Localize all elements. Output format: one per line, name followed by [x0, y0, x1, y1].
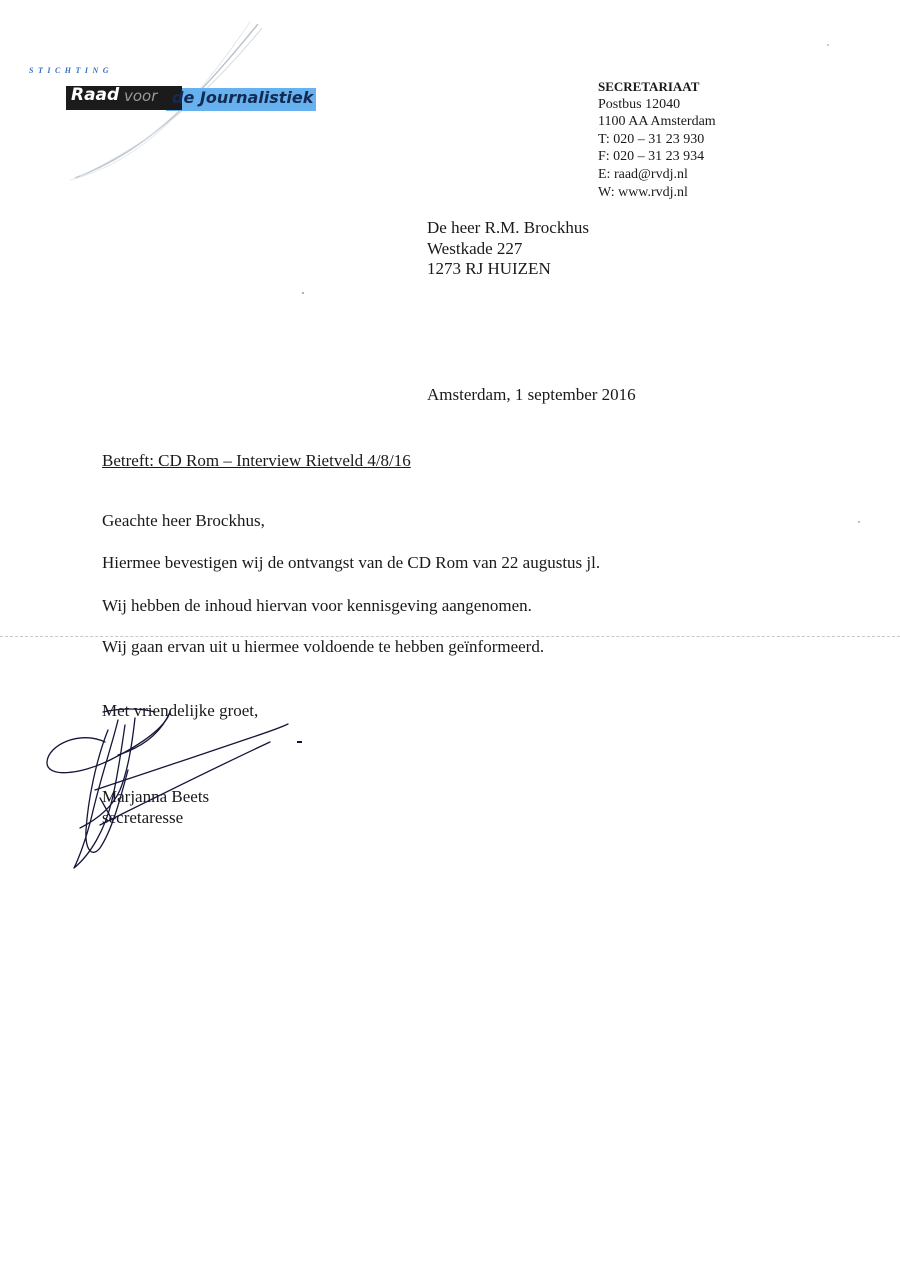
- signer-name: Marjanna Beets: [102, 787, 210, 806]
- closing: Met vriendelijke groet,: [102, 701, 259, 720]
- scan-speck: [858, 521, 860, 523]
- body-paragraph-1: Hiermee bevestigen wij de ontvangst van de CD Rom van 22 augustus jl.: [102, 553, 601, 572]
- secretariat-phone: T: 020 – 31 23 930: [598, 131, 705, 147]
- scan-speck: [302, 292, 304, 294]
- secretariat-fax: F: 020 – 31 23 934: [598, 149, 705, 165]
- secretariat-postbus: Postbus 12040: [598, 96, 681, 112]
- logo-word-voor: voor: [124, 87, 158, 105]
- body-paragraph-3: Wij gaan ervan uit u hiermee voldoende te hebben geïnformeerd.: [102, 637, 545, 656]
- secretariat-email: E: raad@rvdj.nl: [598, 166, 688, 182]
- signer-role: secretaresse: [102, 808, 184, 827]
- secretariat-title: SECRETARIAAT: [598, 79, 700, 94]
- body-paragraph-2: Wij hebben de inhoud hiervan voor kennisgeving aangenomen.: [102, 596, 532, 615]
- recipient-name: De heer R.M. Brockhus: [427, 218, 589, 237]
- scan-speck: [827, 44, 829, 46]
- letter-subject: Betreft: CD Rom – Interview Rietveld 4/8/16: [102, 451, 411, 470]
- logo-stichting-text: STICHTING: [29, 66, 114, 75]
- logo-word-raad: Raad: [71, 85, 120, 105]
- secretariat-city: 1100 AA Amsterdam: [598, 114, 716, 130]
- recipient-postcode-city: 1273 RJ HUIZEN: [427, 259, 551, 278]
- salutation: Geachte heer Brockhus,: [102, 511, 265, 530]
- secretariat-website: W: www.rvdj.nl: [598, 184, 688, 200]
- letter-date: Amsterdam, 1 september 2016: [427, 385, 636, 404]
- recipient-street: Westkade 227: [427, 238, 523, 258]
- logo-word-journalistiek: de Journalistiek: [172, 88, 314, 107]
